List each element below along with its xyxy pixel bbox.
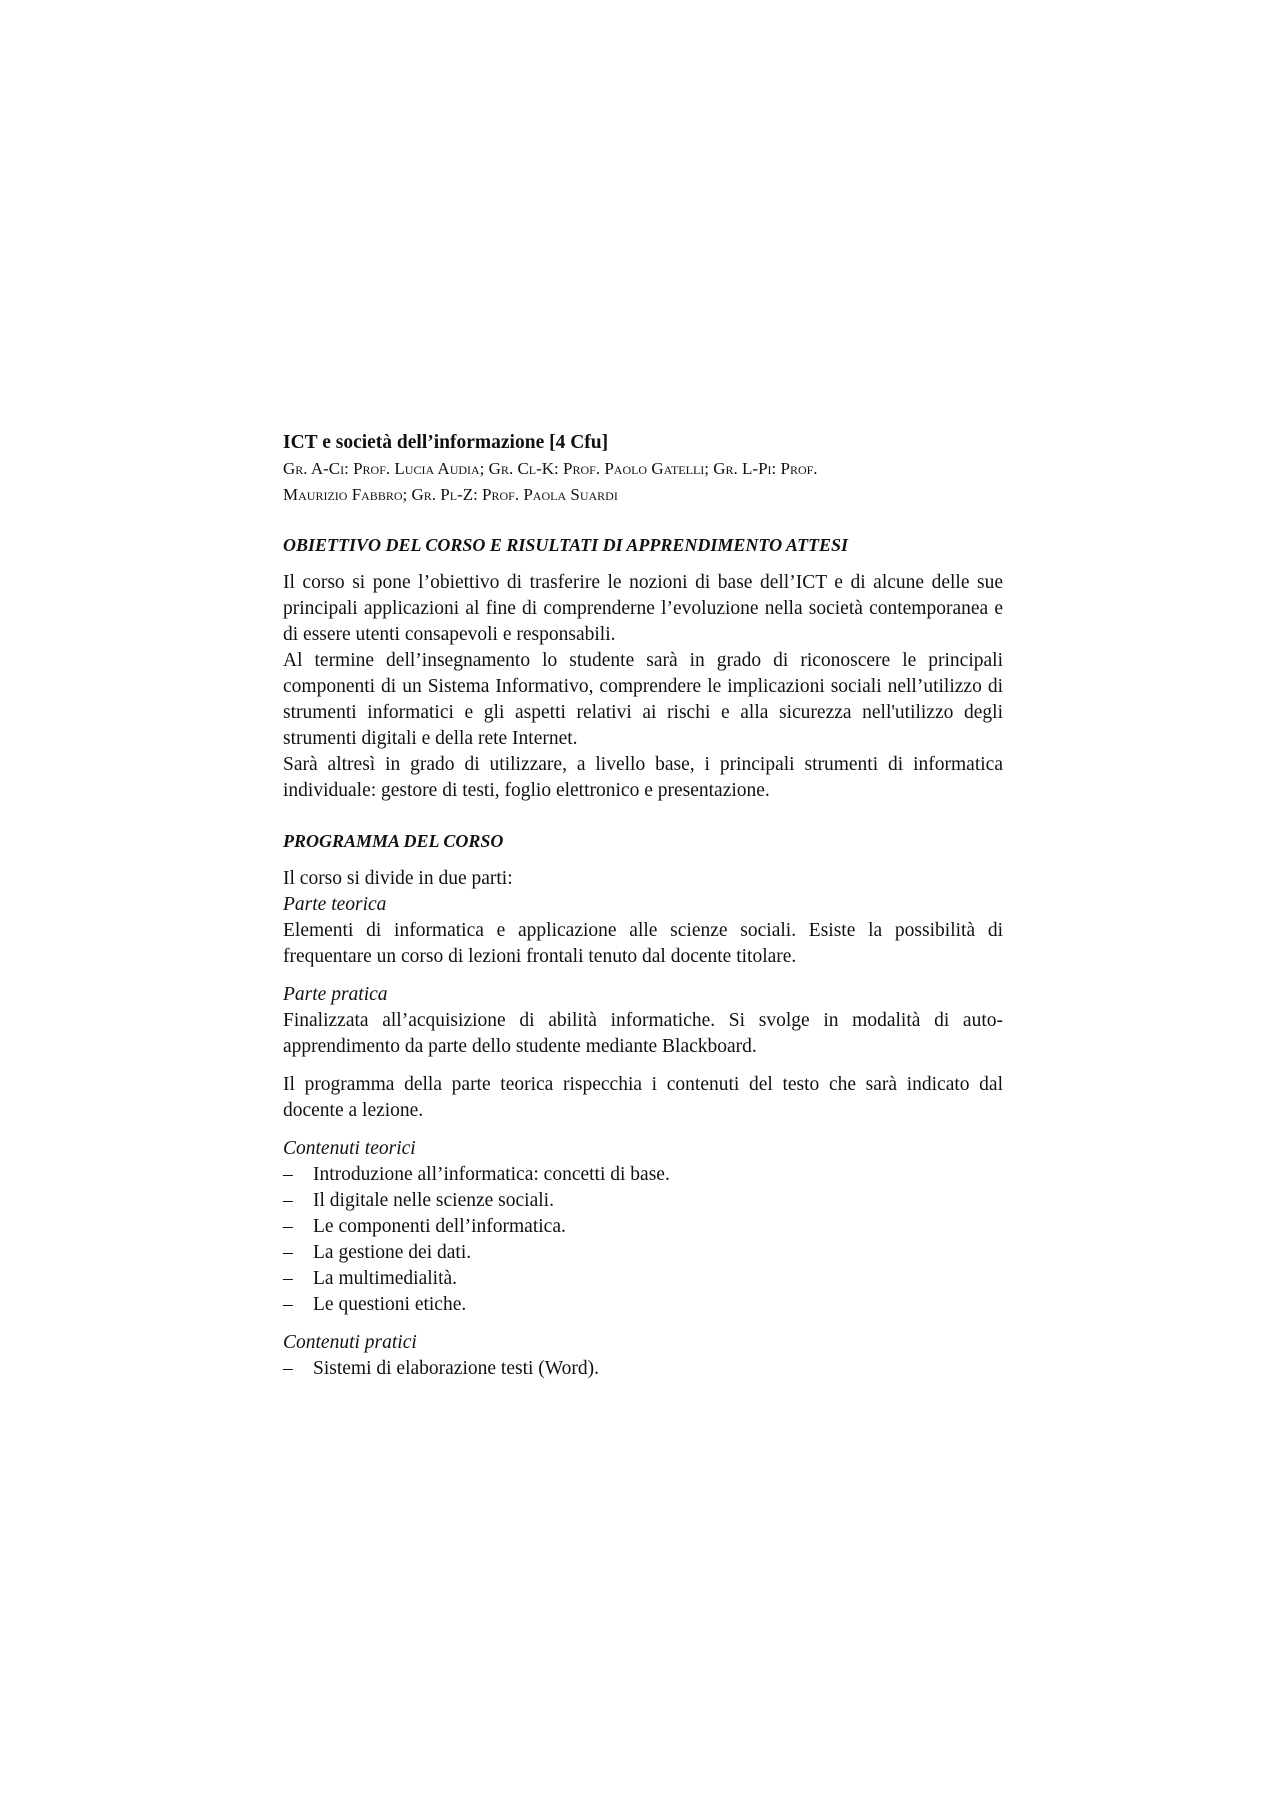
practice-part-text: Finalizzata all’acquisizione di abilità informatiche. Si svolge in modalità di auto-apprendimento da parte dello studente mediante Blackboard.	[283, 1010, 1003, 1057]
list-item-text: Le questioni etiche.	[313, 1294, 467, 1315]
dash-bullet: –	[283, 1190, 293, 1211]
practice-contents-block	[283, 1330, 1003, 1382]
program-heading: PROGRAMMA DEL CORSO	[283, 831, 504, 851]
dash-bullet: –	[283, 1358, 293, 1379]
list-item-text: La gestione dei dati.	[313, 1242, 472, 1263]
list-item-text: Il digitale nelle scienze sociali.	[313, 1190, 554, 1211]
theory-part-text: Elementi di informatica e applicazione alle scienze sociali. Esiste la possibilità di frequentare un corso di lezioni frontali tenuto dal docente titolare.	[283, 920, 1003, 967]
document-page	[283, 430, 1003, 1394]
program-note-block	[283, 1072, 1003, 1124]
theory-contents-block	[283, 1136, 1003, 1318]
teachers-line-1: Gr. A-Ci: Prof. Lucia Audia; Gr. Cl-K: Prof. Paolo Gatelli; Gr. L-Pi: Prof.	[283, 459, 818, 478]
list-item	[283, 1266, 1003, 1292]
dash-bullet: –	[283, 1164, 293, 1185]
list-item-text: Introduzione all’informatica: concetti di base.	[313, 1164, 670, 1185]
list-item-text: La multimedialità.	[313, 1268, 458, 1289]
theory-contents-list	[283, 1162, 1003, 1318]
objectives-paragraph-1: Il corso si pone l’obiettivo di trasferire le nozioni di base dell’ICT e di alcune delle sue principali applicazioni al fine di comprenderne l’evoluzione nella società contemporanea e di essere utenti consapevoli e responsabili.	[283, 572, 1003, 645]
objectives-paragraph-2: Al termine dell’insegnamento lo studente sarà in grado di riconoscere le principali componenti di un Sistema Informativo, comprendere le implicazioni sociali nell’utilizzo di strumenti informatici e gli aspetti relativi ai rischi e alla sicurezza nell'utilizzo degli strumenti digitali e della rete Internet.	[283, 650, 1003, 749]
list-item	[283, 1356, 1003, 1382]
dash-bullet: –	[283, 1242, 293, 1263]
list-item	[283, 1162, 1003, 1188]
objectives-paragraph-3: Sarà altresì in grado di utilizzare, a livello base, i principali strumenti di informatica individuale: gestore di testi, foglio elettronico e presentazione.	[283, 754, 1003, 801]
teachers-line-2: Maurizio Fabbro; Gr. Pl-Z: Prof. Paola Suardi	[283, 485, 618, 504]
practice-contents-list	[283, 1356, 1003, 1382]
list-item	[283, 1292, 1003, 1318]
practice-part-block	[283, 982, 1003, 1060]
list-item	[283, 1188, 1003, 1214]
list-item-text: Le componenti dell’informatica.	[313, 1216, 566, 1237]
practice-contents-label: Contenuti pratici	[283, 1332, 417, 1353]
program-note: Il programma della parte teorica rispecchia i contenuti del testo che sarà indicato dal docente a lezione.	[283, 1074, 1003, 1121]
dash-bullet: –	[283, 1268, 293, 1289]
list-item	[283, 1214, 1003, 1240]
list-item-text: Sistemi di elaborazione testi (Word).	[313, 1358, 599, 1379]
program-intro: Il corso si divide in due parti:	[283, 868, 513, 889]
theory-contents-label: Contenuti teorici	[283, 1138, 416, 1159]
list-item	[283, 1240, 1003, 1266]
course-title: ICT e società dell’informazione [4 Cfu]	[283, 432, 609, 453]
program-intro-block	[283, 866, 1003, 970]
dash-bullet: –	[283, 1216, 293, 1237]
theory-part-label: Parte teorica	[283, 894, 387, 915]
dash-bullet: –	[283, 1294, 293, 1315]
objectives-heading: OBIETTIVO DEL CORSO E RISULTATI DI APPRENDIMENTO ATTESI	[283, 535, 848, 555]
practice-part-label: Parte pratica	[283, 984, 388, 1005]
